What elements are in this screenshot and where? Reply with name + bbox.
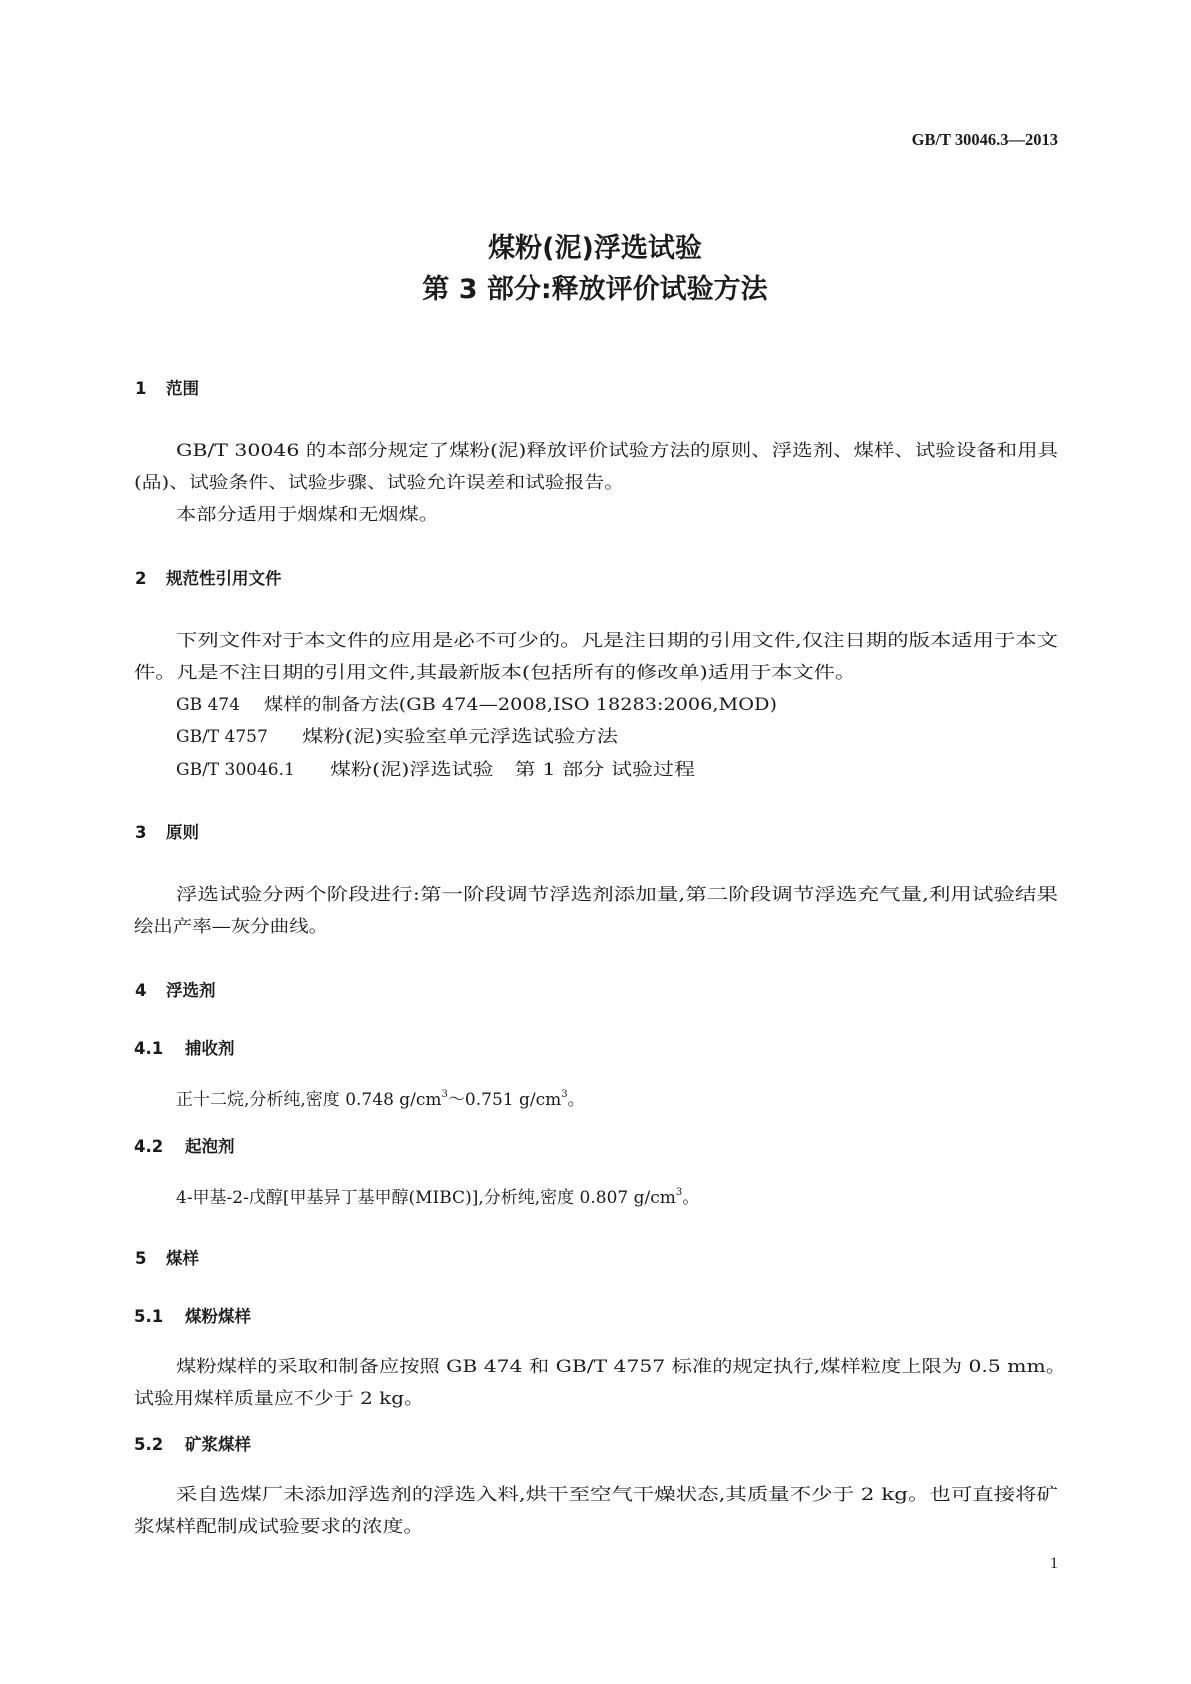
section-5-2-para-line-2: 浆煤样配制成试验要求的浓度。 — [134, 1517, 424, 1537]
collector-sup-1: 3 — [441, 1089, 448, 1100]
ref-3-code: GB/T 30046.1 — [176, 760, 295, 780]
section-2-number: 2 — [135, 569, 147, 588]
frother-sup-1: 3 — [675, 1187, 683, 1198]
frother-text-c: 。 — [682, 1188, 700, 1208]
section-1-para-1-line-1: GB/T 30046 的本部分规定了煤粉(泥)释放评价试验方法的原则、浮选剂、煤样、试验设备和用具 — [176, 441, 1060, 461]
section-5-number: 5 — [135, 1249, 147, 1268]
title-line-2: 第 3 部分:释放评价试验方法 — [422, 274, 768, 305]
section-5-2-heading: 矿浆煤样 — [185, 1435, 251, 1454]
section-1-para-2: 本部分适用于烟煤和无烟煤。 — [176, 505, 439, 525]
ref-1-title: 煤样的制备方法(GB 474—2008,ISO 18283:2006,MOD) — [264, 695, 777, 715]
section-1-number: 1 — [135, 379, 147, 398]
section-3-heading: 原则 — [166, 823, 199, 842]
title-line-1: 煤粉(泥)浮选试验 — [488, 233, 702, 264]
section-5-2-number: 5.2 — [134, 1435, 164, 1454]
section-2-para-1-line-1: 下列文件对于本文件的应用是必不可少的。凡是注日期的引用文件,仅注日期的版本适用于本文 — [176, 631, 1058, 651]
section-3-para-1-line-1: 浮选试验分两个阶段进行:第一阶段调节浮选剂添加量,第二阶段调节浮选充气量,利用试验结果 — [176, 885, 1058, 905]
section-2-para-1-line-2: 件。凡是不注日期的引用文件,其最新版本(包括所有的修改单)适用于本文件。 — [134, 663, 714, 683]
section-5-1-heading: 煤粉煤样 — [185, 1307, 251, 1326]
ref-3-title: 煤粉(泥)浮选试验 第 1 部分 试验过程 — [330, 760, 695, 780]
ref-2-code: GB/T 4757 — [176, 727, 268, 747]
section-5-heading: 煤样 — [166, 1249, 199, 1268]
collector-sup-2: 3 — [561, 1089, 568, 1100]
section-4-heading: 浮选剂 — [166, 981, 216, 1000]
section-2-heading: 规范性引用文件 — [166, 569, 282, 588]
section-3-number: 3 — [135, 823, 147, 842]
standard-code: GB/T 30046.3—2013 — [911, 130, 1058, 149]
section-5-1-number: 5.1 — [134, 1307, 164, 1326]
section-4-1-heading: 捕收剂 — [185, 1039, 235, 1058]
section-4-1-text — [176, 1089, 585, 1110]
ref-1-code: GB 474 — [176, 695, 240, 715]
section-4-2-number: 4.2 — [134, 1137, 164, 1156]
section-4-number: 4 — [135, 981, 147, 1000]
section-5-1-para-line-1: 煤粉煤样的采取和制备应按照 GB 474 和 GB/T 4757 标准的规定执行,煤样粒度上限为 0.5 mm。 — [176, 1357, 1066, 1377]
collector-text-b: ～0.751 g/cm — [447, 1090, 562, 1110]
section-4-1-number: 4.1 — [134, 1039, 164, 1058]
section-1-para-1-line-2: (品)、试验条件、试验步骤、试验允许误差和试验报告。 — [134, 473, 624, 493]
collector-text-a: 正十二烷,分析纯,密度 0.748 g/cm — [176, 1090, 442, 1110]
section-1-heading: 范围 — [166, 379, 199, 398]
section-5-1-para-line-2: 试验用煤样质量应不少于 2 kg。 — [134, 1389, 424, 1409]
section-4-2-heading: 起泡剂 — [185, 1137, 235, 1156]
page-number: 1 — [1050, 1555, 1058, 1572]
frother-text-a: 4-甲基-2-戊醇[甲基异丁基甲醇(MIBC)],分析纯,密度 0.807 g/cm — [176, 1188, 676, 1208]
section-3-para-1-line-2: 绘出产率—灰分曲线。 — [134, 917, 328, 937]
section-4-2-text — [176, 1187, 699, 1208]
section-5-2-para-line-1: 采自选煤厂未添加浮选剂的浮选入料,烘干至空气干燥状态,其质量不少于 2 kg。也可直接将矿 — [176, 1485, 876, 1505]
collector-text-c: 。 — [567, 1090, 585, 1110]
ref-2-title: 煤粉(泥)实验室单元浮选试验方法 — [302, 727, 620, 747]
